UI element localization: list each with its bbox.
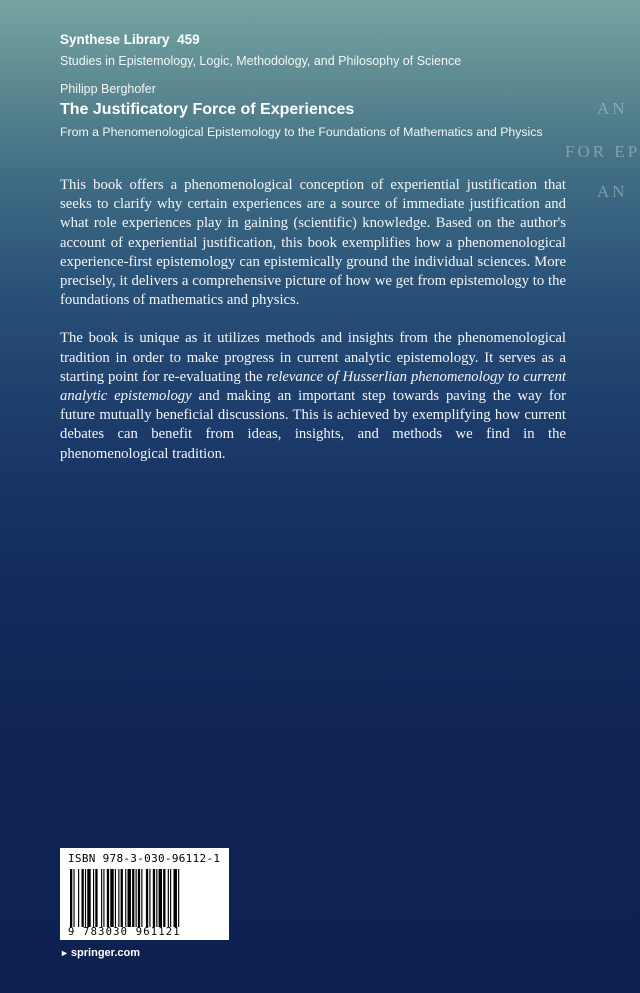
description-paragraph-2 xyxy=(60,329,566,463)
series-number: 459 xyxy=(177,32,200,47)
publisher-url: springer.com xyxy=(70,947,140,959)
isbn-barcode-box xyxy=(60,848,229,940)
book-description xyxy=(60,176,566,483)
book-subtitle: From a Phenomenological Epistemology to the Foundations of Mathematics and Physics xyxy=(60,125,543,139)
series-subtitle: Studies in Epistemology, Logic, Methodology, and Philosophy of Science xyxy=(60,54,462,68)
arrow-right-icon: ► xyxy=(60,948,69,958)
description-p2-italic: relevance of Husserlian phenomenology to current analytic epistemology xyxy=(60,368,566,405)
book-title: The Justificatory Force of Experiences xyxy=(60,101,355,118)
series-title xyxy=(60,30,543,50)
barcode-digits: 9 783030 961121 xyxy=(68,926,181,938)
series-name: Synthese Library xyxy=(60,32,170,47)
isbn-label: ISBN 978-3-030-96112-1 xyxy=(68,852,221,865)
cover-header xyxy=(60,30,543,142)
description-p2-end: and making an important step towards paving the way for future mutually beneficial discussions. This is achieved by exemplifying how current debates can benefit from ideas, insights, and methods we find in the phenomenological tradition. xyxy=(60,388,566,462)
description-paragraph-1: This book offers a phenomenological conception of experiential justification that seeks to clarify why certain experiences are a source of immediate justification and what role experiences play in gaining (scientific) knowledge. Based on the author's account of experiential justification, this book exemplifies how a phenomenological experience-first epistemology can epistemically ground the individual sciences. More precisely, it delivers a comprehensive picture of how we get from epistemology to the foundations of mathematics and physics. xyxy=(60,177,566,309)
ghost-text-3: AN xyxy=(597,182,628,201)
ghost-text-2: FOR EP xyxy=(565,142,640,161)
publisher-link[interactable] xyxy=(60,945,140,961)
ghost-text-1: AN xyxy=(597,99,628,118)
barcode-icon xyxy=(68,869,221,927)
author-name: Philipp Berghofer xyxy=(60,82,156,96)
description-p2-start: The book is unique as it utilizes methods and insights from the phenomenological tradition in order to make progress in current analytic epistemology. It serves as a starting point for re-evaluating the xyxy=(60,330,566,385)
